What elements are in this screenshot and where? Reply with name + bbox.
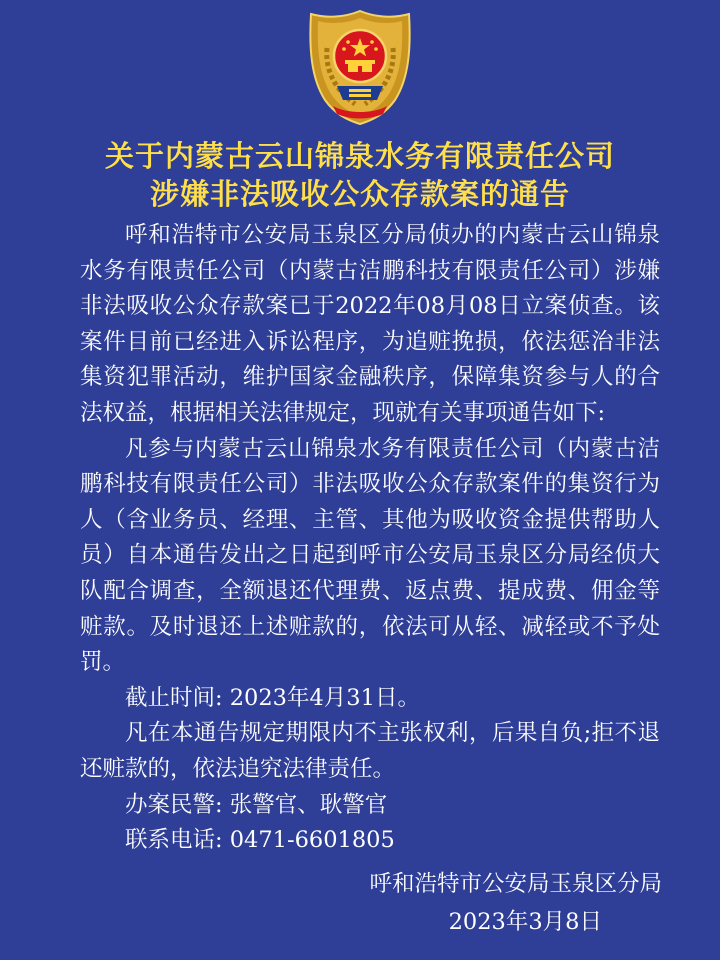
paragraph-phone: 联系电话: 0471-6601805	[125, 827, 395, 854]
signature-unit: 呼和浩特市公安局玉泉区分局	[369, 871, 662, 897]
paragraph-intro: 呼和浩特市公安局玉泉区分局侦办的内蒙古云山锦泉水务有限责任公司（内蒙古洁鹏科技有限责任公司）涉嫌非法吸收公众存款案已于2022年08月08日立案侦查。该案件目前已经进入诉讼程序，为追赃挽损，依法惩治非法集资犯罪活动，维护国家金融秩序，保障集资参与人的合法权益，根据相关法律规定，现就有关事项通告如下:	[80, 222, 660, 426]
paragraph-requirements: 凡参与内蒙古云山锦泉水务有限责任公司（内蒙古洁鹏科技有限责任公司）非法吸收公众存款案件的集资行为人（含业务员、经理、主管、其他为吸收资金提供帮助人员）自本通告发出之日起到呼市公安局玉泉区分局经侦大队配合调查，全额退还代理费、返点费、提成费、佣金等赃款。及时退还上述赃款的，依法可从轻、减轻或不予处罚。	[80, 435, 660, 676]
notice-title-line1: 关于内蒙古云山锦泉水务有限责任公司	[104, 139, 615, 173]
paragraph-officers: 办案民警: 张警官、耿警官	[125, 791, 388, 818]
notice-title-line2: 涉嫌非法吸收公众存款案的通告	[149, 177, 570, 211]
signature-date: 2023年3月8日	[448, 909, 602, 935]
paragraph-deadline: 截止时间: 2023年4月31日。	[125, 684, 420, 711]
police-emblem-icon	[303, 8, 417, 126]
notice-body	[80, 218, 660, 859]
paragraph-consequences: 凡在本通告规定期限内不主张权利，后果自负;拒不退还赃款的，依法追究法律责任。	[80, 720, 660, 782]
